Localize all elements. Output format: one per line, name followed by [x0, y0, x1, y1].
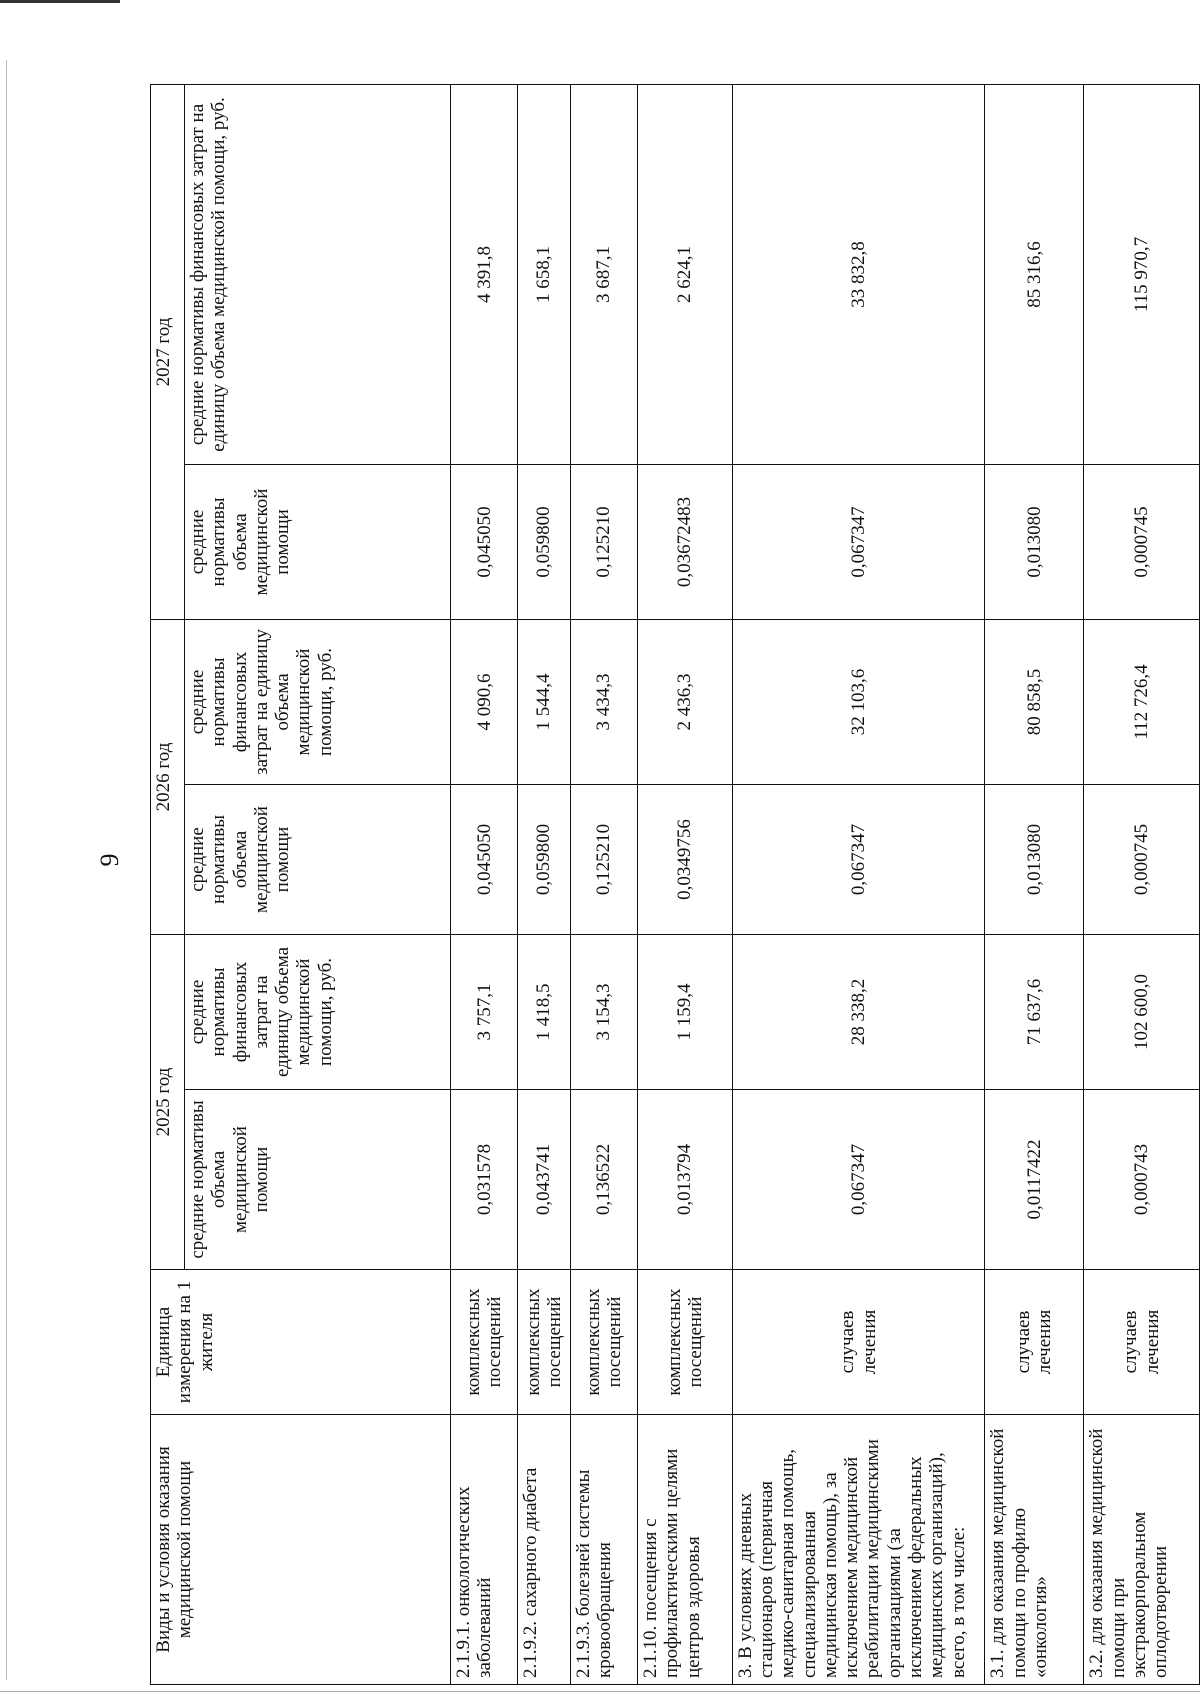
table-row [451, 84, 518, 1684]
header-types: Виды и условия оказания медицинской помощи [151, 1415, 451, 1685]
volume-2027-cell: 0,013080 [985, 464, 1084, 619]
volume-2025-cell: 0,000743 [1084, 1090, 1200, 1270]
cost-2027-cell: 85 316,6 [985, 84, 1084, 464]
cost-2027-cell: 1 658,1 [518, 84, 571, 464]
row-label: 2.1.9.3. болезней системы кровообращения [570, 1415, 637, 1685]
header-volume-2027: средние нормативы объема медицинской помощи [185, 464, 451, 619]
header-year-2025: 2025 год [151, 934, 185, 1269]
row-label: 2.1.9.1. онкологических заболеваний [451, 1415, 518, 1685]
volume-2027-cell: 0,045050 [451, 464, 518, 619]
row-unit: комплексных посещений [570, 1270, 637, 1415]
cost-2025-cell: 71 637,6 [985, 934, 1084, 1089]
header-year-2027: 2027 год [151, 84, 185, 619]
cost-2025-cell: 102 600,0 [1084, 934, 1200, 1089]
volume-2026-cell: 0,000745 [1084, 784, 1200, 934]
cost-2027-cell: 3 687,1 [570, 84, 637, 464]
header-cost-2027: средние нормативы финансовых затрат на единицу объема медицинской помощи, руб. [185, 84, 451, 464]
cost-2025-cell: 28 338,2 [732, 934, 984, 1089]
volume-2027-cell: 0,125210 [570, 464, 637, 619]
cost-2025-cell: 1 418,5 [518, 934, 571, 1089]
header-volume-2025: средние нормативы объема медицинской помощи [185, 1090, 451, 1270]
volume-2025-cell: 0,043741 [518, 1090, 571, 1270]
table-row [985, 84, 1084, 1684]
volume-2026-cell: 0,045050 [451, 784, 518, 934]
cost-2025-cell: 3 757,1 [451, 934, 518, 1089]
volume-2025-cell: 0,0117422 [985, 1090, 1084, 1270]
cost-2026-cell: 3 434,3 [570, 619, 637, 784]
row-label: 3.2. для оказания медицинской помощи при экстракорпоральном оплодотворении [1084, 1415, 1200, 1685]
table-row [638, 84, 733, 1684]
header-cost-2025: средние нормативы финансовых затрат на единицу объема медицинской помощи, руб. [185, 934, 451, 1089]
scan-edge-left [6, 60, 7, 1680]
volume-2027-cell: 0,067347 [732, 464, 984, 619]
cost-2026-cell: 4 090,6 [451, 619, 518, 784]
cost-2027-cell: 33 832,8 [732, 84, 984, 464]
header-volume-2026: средние нормативы объема медицинской помощи [185, 784, 451, 934]
table-row [732, 84, 984, 1684]
header-row-years [151, 84, 185, 1684]
header-cost-2026: средние нормативы финансовых затрат на единицу объема медицинской помощи, руб. [185, 619, 451, 784]
volume-2026-cell: 0,125210 [570, 784, 637, 934]
scan-edge-bottom [0, 1691, 1200, 1692]
table-row [518, 84, 571, 1684]
cost-2025-cell: 1 159,4 [638, 934, 733, 1089]
row-label: 3.1. для оказания медицинской помощи по профилю «онкология» [985, 1415, 1084, 1685]
volume-2026-cell: 0,013080 [985, 784, 1084, 934]
row-unit: случаев лечения [1084, 1270, 1200, 1415]
row-unit: случаев лечения [985, 1270, 1084, 1415]
cost-2027-cell: 115 970,7 [1084, 84, 1200, 464]
volume-2025-cell: 0,013794 [638, 1090, 733, 1270]
volume-2027-cell: 0,059800 [518, 464, 571, 619]
volume-2026-cell: 0,059800 [518, 784, 571, 934]
cost-2026-cell: 80 858,5 [985, 619, 1084, 784]
page-number: 9 [95, 853, 124, 867]
cost-2027-cell: 4 391,8 [451, 84, 518, 464]
norms-table [150, 84, 1200, 1685]
header-year-2026: 2026 год [151, 619, 185, 934]
cost-2026-cell: 2 436,3 [638, 619, 733, 784]
volume-2026-cell: 0,0349756 [638, 784, 733, 934]
rotated-table-container [150, 85, 1200, 1685]
row-label: 3. В условиях дневных стационаров (первичная медико-санитарная помощь, специализированная медицинская помощь), за исключением медицинской реабилитации медицинскими организациями (за исключением федеральных медицинских организаций), всего, в том числе: [732, 1415, 984, 1685]
volume-2025-cell: 0,136522 [570, 1090, 637, 1270]
cost-2026-cell: 112 726,4 [1084, 619, 1200, 784]
volume-2025-cell: 0,067347 [732, 1090, 984, 1270]
header-unit: Единица измерения на 1 жителя [151, 1270, 451, 1415]
volume-2025-cell: 0,031578 [451, 1090, 518, 1270]
scan-edge-top [0, 0, 120, 3]
volume-2027-cell: 0,000745 [1084, 464, 1200, 619]
cost-2026-cell: 1 544,4 [518, 619, 571, 784]
row-unit: комплексных посещений [518, 1270, 571, 1415]
volume-2026-cell: 0,067347 [732, 784, 984, 934]
table-row [570, 84, 637, 1684]
cost-2026-cell: 32 103,6 [732, 619, 984, 784]
table-row [1084, 84, 1200, 1684]
row-unit: случаев лечения [732, 1270, 984, 1415]
volume-2027-cell: 0,03672483 [638, 464, 733, 619]
row-unit: комплексных посещений [451, 1270, 518, 1415]
cost-2025-cell: 3 154,3 [570, 934, 637, 1089]
cost-2027-cell: 2 624,1 [638, 84, 733, 464]
row-label: 2.1.9.2. сахарного диабета [518, 1415, 571, 1685]
row-unit: комплексных посещений [638, 1270, 733, 1415]
row-label: 2.1.10. посещения с профилактическими целями центров здоровья [638, 1415, 733, 1685]
